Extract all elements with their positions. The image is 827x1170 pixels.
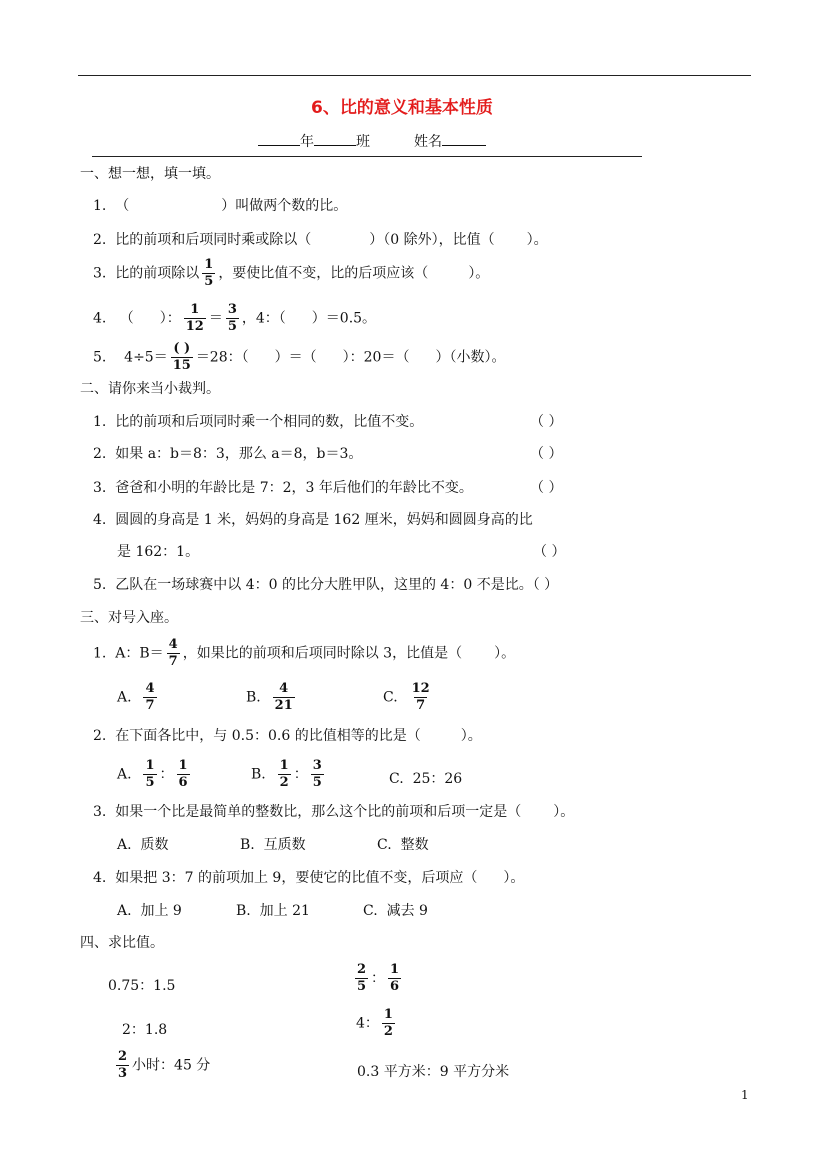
s4-problem-6: 0.3 平方米：9 平方分米 — [357, 1064, 510, 1080]
s1-q1: 1. （ ）叫做两个数的比。 — [93, 198, 348, 214]
fraction: $\frac{3}{5}$ — [312, 758, 322, 790]
s3-q4-option-b[interactable]: B. 加上 21 — [236, 903, 310, 919]
s1-q5: 5. 4÷5＝ $\frac{( )}{15}$ ＝28：（ ）＝（ ）：20＝（ ）（小数）。 — [93, 341, 506, 373]
s4-problem-5: $\frac{2}{3}$ 小时：45 分 — [118, 1049, 211, 1081]
fraction: $\frac{4}{7}$ — [168, 637, 178, 669]
s4-problem-4: 4： $\frac{1}{2}$ — [356, 1007, 393, 1039]
fraction: $\frac{12}{7}$ — [411, 681, 430, 713]
s3-q1-option-b[interactable]: B. $\frac{4}{21}$ — [246, 681, 293, 713]
fraction: $\frac{2}{3}$ — [118, 1049, 128, 1081]
s2-q1-answer[interactable]: （ ） — [530, 414, 563, 430]
s4-problem-1: 0.75：1.5 — [108, 978, 176, 994]
s2-q4: 4. 圆圆的身高是 1 米，妈妈的身高是 162 厘米，妈妈和圆圆身高的比 — [93, 512, 533, 528]
section2-heading: 二、请你来当小裁判。 — [80, 381, 220, 397]
s3-q1-option-c[interactable]: C. $\frac{12}{7}$ — [383, 681, 430, 713]
fraction: $\frac{( )}{15}$ — [172, 341, 191, 373]
fraction: $\frac{1}{2}$ — [279, 758, 289, 790]
class-label: 班 — [356, 134, 370, 150]
s3-q1-option-a[interactable]: A. $\frac{4}{7}$ — [117, 681, 155, 713]
section4-heading: 四、求比值。 — [80, 935, 164, 951]
s3-q2-option-c[interactable]: C. 25：26 — [389, 771, 463, 787]
s3-q4-option-c[interactable]: C. 减去 9 — [363, 903, 428, 919]
student-info-line — [258, 131, 486, 151]
s1-q2: 2. 比的前项和后项同时乘或除以（ ）（0 除外），比值（ ）。 — [93, 232, 548, 248]
top-rule — [78, 75, 751, 76]
year-blank[interactable] — [258, 145, 300, 146]
s1-q4: 4. （ ）： $\frac{1}{12}$ ＝ $\frac{3}{5}$ ，4：（ ）＝0.5。 — [93, 302, 377, 334]
s4-problem-2: $\frac{2}{5}$ ： $\frac{1}{6}$ — [357, 962, 400, 994]
s3-q3-option-b[interactable]: B. 互质数 — [240, 837, 306, 853]
fraction: $\frac{4}{7}$ — [145, 681, 155, 713]
year-label: 年 — [300, 134, 314, 150]
section1-heading: 一、想一想，填一填。 — [80, 166, 220, 182]
s3-q1: 1. A：B＝ $\frac{4}{7}$ ，如果比的前项和后项同时除以 3，比值是（ ）。 — [93, 637, 516, 669]
header-rule — [92, 156, 642, 157]
page-number: 1 — [741, 1088, 749, 1102]
section3-heading: 三、对号入座。 — [80, 610, 178, 626]
s2-q2-answer[interactable]: （ ） — [530, 446, 563, 462]
fraction: $\frac{1}{6}$ — [390, 962, 400, 994]
page-title: 6、比的意义和基本性质 — [311, 98, 493, 118]
s4-problem-3: 2：1.8 — [122, 1022, 168, 1038]
s2-q3: 3. 爸爸和小明的年龄比是 7：2，3 年后他们的年龄比不变。 — [93, 480, 473, 496]
fraction: $\frac{1}{2}$ — [383, 1007, 393, 1039]
s3-q4-option-a[interactable]: A. 加上 9 — [117, 903, 182, 919]
class-blank[interactable] — [314, 145, 356, 146]
fraction: $\frac{4}{21}$ — [274, 681, 293, 713]
s2-q3-answer[interactable]: （ ） — [530, 480, 563, 496]
s3-q2-option-b[interactable]: B. $\frac{1}{2}$ ： $\frac{3}{5}$ — [251, 758, 322, 790]
s3-q3: 3. 如果一个比是最简单的整数比，那么这个比的前项和后项一定是（ ）。 — [93, 804, 575, 820]
name-blank[interactable] — [442, 145, 486, 146]
s1-q3: 3. 比的前项除以 $\frac{1}{5}$ ，要使比值不变，比的后项应该（ ）。 — [93, 257, 490, 289]
fraction: $\frac{1}{6}$ — [178, 758, 188, 790]
s3-q4: 4. 如果把 3：7 的前项加上 9，要使它的比值不变，后项应（ ）。 — [93, 870, 525, 886]
s2-q5: 5. 乙队在一场球赛中以 4：0 的比分大胜甲队，这里的 4：0 不是比。（ ） — [93, 577, 559, 593]
s3-q2: 2. 在下面各比中，与 0.5：0.6 的比值相等的比是（ ）。 — [93, 728, 482, 744]
s3-q2-option-a[interactable]: A. $\frac{1}{5}$ ： $\frac{1}{6}$ — [117, 758, 188, 790]
s2-q4-line2: 是 162：1。 — [117, 544, 200, 560]
s3-q3-option-c[interactable]: C. 整数 — [377, 837, 429, 853]
s2-q2: 2. 如果 a：b＝8：3，那么 a＝8，b＝3。 — [93, 446, 363, 462]
fraction: $\frac{1}{5}$ — [204, 257, 214, 289]
s2-q1: 1. 比的前项和后项同时乘一个相同的数，比值不变。 — [93, 414, 424, 430]
fraction: $\frac{1}{5}$ — [145, 758, 155, 790]
s2-q4-answer[interactable]: （ ） — [533, 544, 566, 560]
name-label: 姓名 — [414, 134, 442, 150]
fraction: $\frac{3}{5}$ — [227, 302, 237, 334]
fraction: $\frac{1}{12}$ — [185, 302, 204, 334]
fraction: $\frac{2}{5}$ — [357, 962, 367, 994]
s3-q3-option-a[interactable]: A. 质数 — [117, 837, 169, 853]
